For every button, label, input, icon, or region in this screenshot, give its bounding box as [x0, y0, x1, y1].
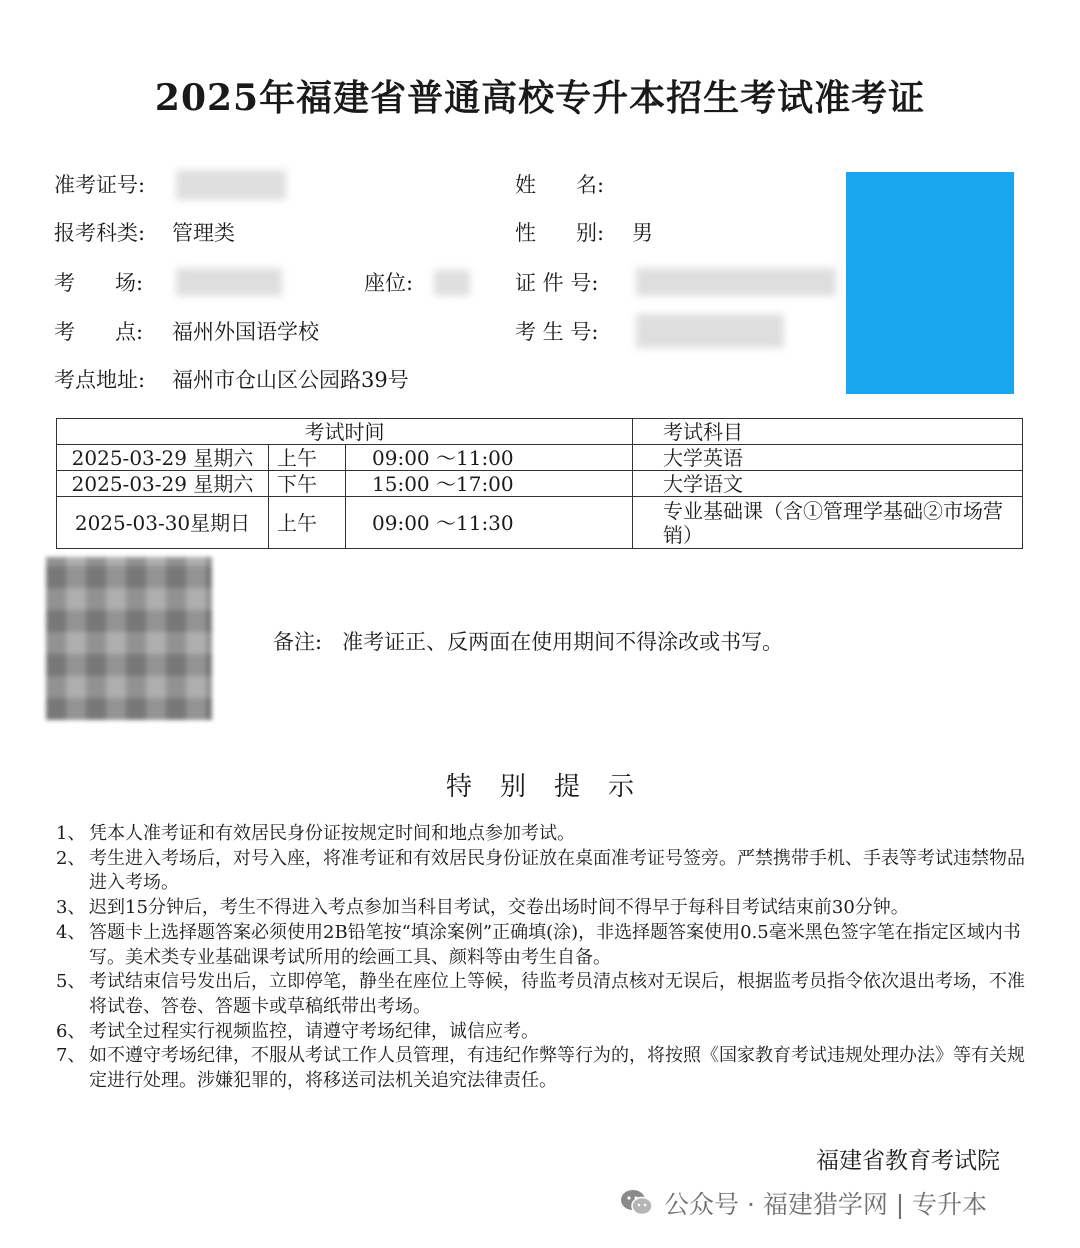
- row-date: 2025-03-29 星期六: [57, 445, 269, 471]
- tip-number: 5、: [56, 971, 86, 993]
- exam-no-redacted: [176, 170, 286, 200]
- header-exam-subject: 考试科目: [633, 419, 1023, 445]
- special-tips-title: 特别提示: [445, 772, 662, 802]
- row-time: 09:00 ～11:30: [346, 497, 633, 549]
- tip-text: 答题卡上选择题答案必须使用2B铅笔按“填涂案例”正确填(涂)，非选择题答案使用0.5毫米黑色签字笔在指定区域内书写。美术类专业基础课考试所用的绘画工具、颜料等由考生自备。: [89, 921, 1021, 968]
- header-exam-time: 考试时间: [57, 419, 633, 445]
- row-subject: 专业基础课（含①管理学基础②市场营销）: [633, 497, 1023, 549]
- tip-number: 7、: [56, 1045, 86, 1067]
- row-date: 2025-03-29 星期六: [57, 471, 269, 497]
- seat-label: 座位:: [364, 271, 414, 295]
- qr-code-redacted: [46, 557, 212, 720]
- admission-ticket-title: 2025年福建省普通高校专升本招生考试准考证: [154, 77, 926, 119]
- tip-text: 考试全过程实行视频监控，请遵守考场纪律，诚信应考。: [89, 1020, 539, 1042]
- row-subject: 大学英语: [633, 445, 1023, 471]
- exam-schedule-table: [56, 418, 1023, 549]
- table-row: [57, 445, 1023, 471]
- tip-text: 迟到15分钟后，考生不得进入考点参加当科目考试，交卷出场时间不得早于每科目考试结束前30分钟。: [89, 897, 909, 919]
- remark-text: 备注: 准考证正、反两面在使用期间不得涂改或书写。: [273, 630, 784, 654]
- tip-text: 考生进入考场后，对号入座，将准考证和有效居民身份证放在桌面准考证号签旁。严禁携带手机、手表等考试违禁物品进入考场。: [89, 847, 1025, 894]
- site-label: 考 点:: [54, 320, 144, 344]
- table-row: [57, 471, 1023, 497]
- category-label: 报考科类:: [54, 221, 146, 245]
- row-subject: 大学语文: [633, 471, 1023, 497]
- row-date: 2025-03-30星期日: [57, 497, 269, 549]
- gender-label: 性 别:: [515, 221, 605, 245]
- watermark: [620, 1185, 987, 1221]
- list-item: [56, 1020, 1026, 1045]
- seat-redacted: [434, 270, 470, 296]
- table-row: [57, 497, 1023, 549]
- site-value: 福州外国语学校: [172, 320, 319, 344]
- id-number-redacted: [636, 268, 836, 296]
- special-tips-list: [56, 822, 1026, 1094]
- tip-number: 1、: [56, 823, 86, 844]
- list-item: [56, 921, 1026, 970]
- row-period: 上午: [269, 497, 346, 549]
- table-header-row: [57, 419, 1023, 445]
- list-item: [56, 847, 1026, 896]
- list-item: [56, 970, 1026, 1019]
- exam-no-label: 准考证号:: [54, 173, 146, 197]
- issuer-name: 福建省教育考试院: [816, 1148, 1000, 1174]
- list-item: [56, 822, 1026, 847]
- room-redacted: [176, 268, 282, 296]
- row-period: 上午: [269, 445, 346, 471]
- id-number-label: 证 件 号:: [515, 271, 599, 295]
- watermark-text: 公众号 · 福建猎学网 | 专升本: [664, 1190, 988, 1219]
- wechat-icon: [620, 1188, 654, 1218]
- tip-number: 4、: [56, 921, 86, 943]
- tip-number: 6、: [56, 1020, 86, 1042]
- candidate-no-label: 考 生 号:: [515, 320, 599, 344]
- row-time: 09:00 ～11:00: [346, 445, 633, 471]
- address-label: 考点地址:: [54, 368, 146, 392]
- name-label: 姓 名:: [515, 173, 605, 197]
- category-value: 管理类: [172, 221, 235, 245]
- list-item: [56, 896, 1026, 921]
- row-period: 下午: [269, 471, 346, 497]
- tip-text: 考试结束信号发出后，立即停笔，静坐在座位上等候，待监考员清点核对无误后，根据监考员指令依次退出考场，不准将试卷、答卷、答题卡或草稿纸带出考场。: [89, 971, 1025, 1017]
- candidate-no-redacted: [636, 314, 784, 348]
- row-time: 15:00 ～17:00: [346, 471, 633, 497]
- list-item: [56, 1044, 1026, 1093]
- candidate-photo: [846, 172, 1014, 394]
- tip-number: 3、: [56, 897, 86, 919]
- tip-text: 如不遵守考场纪律，不服从考试工作人员管理，有违纪作弊等行为的，将按照《国家教育考试违规处理办法》等有关规定进行处理。涉嫌犯罪的，将移送司法机关追究法律责任。: [89, 1045, 1025, 1092]
- gender-value: 男: [632, 221, 653, 245]
- tip-text: 凭本人准考证和有效居民身份证按规定时间和地点参加考试。: [89, 823, 575, 844]
- room-label: 考 场:: [54, 271, 144, 295]
- address-value: 福州市仓山区公园路39号: [172, 368, 409, 392]
- tip-number: 2、: [56, 847, 86, 869]
